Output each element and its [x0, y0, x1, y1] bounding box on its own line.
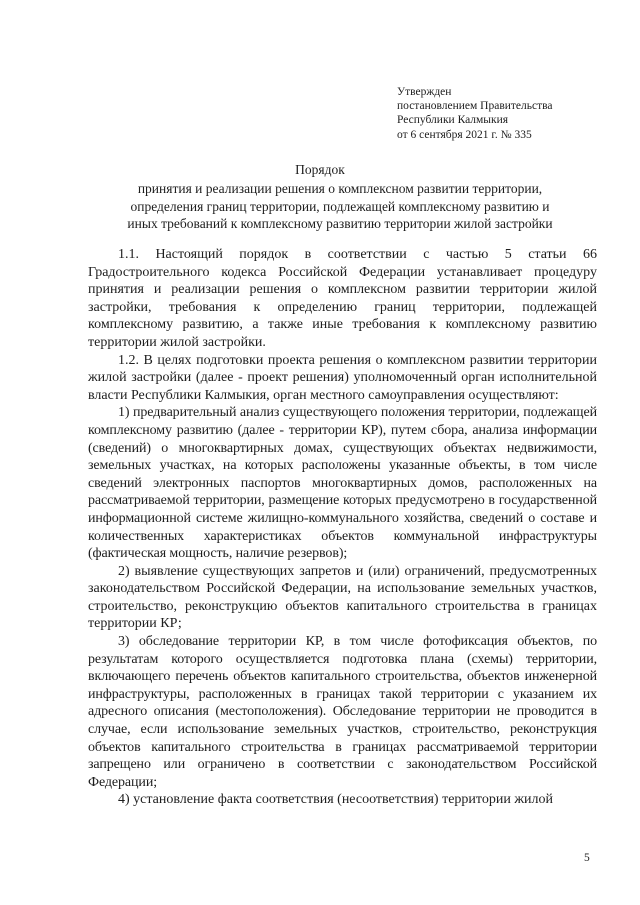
approval-line: Республики Калмыкия: [397, 114, 509, 127]
paragraph: 2) выявление существующих запретов и (или) ограничений, предусмотренных законодательством Российской Федерации, на использование земельных участков, строительство, реконструкцию объектов капитального строительства в границах территории КР;: [88, 563, 597, 632]
paragraph: 1) предварительный анализ существующего положения территории, подлежащей комплексному развитию (далее - территории КР), путем сбора, анализа информации (сведений) о многоквартирных домах, существующих объектах недвижимости, земельных участках, на которых расположены указанные объекты, в том числе сведений электронных паспортов многоквартирных домов, расположенных на рассматриваемой территории, размещение которых предусмотрено в государственной информационной системе жилищно-коммунального хозяйства, сведений о составе и количественных характеристиках объектов коммунальной инфраструктуры (фактическая мощность, наличие резервов);: [88, 405, 597, 562]
document-title: Порядок: [295, 162, 345, 177]
approval-stamp: [397, 85, 553, 142]
approval-line: Утвержден: [397, 86, 452, 98]
approval-line: от 6 сентября 2021 г. № 335: [397, 128, 532, 141]
subtitle-line: иных требований к комплексному развитию территории жилой застройки: [127, 216, 553, 231]
subtitle-line: определения границ территории, подлежащей комплексному развитию и: [130, 198, 550, 214]
paragraph: 1.1. Настоящий порядок в соответствии с частью 5 статьи 66 Градостроительного кодекса Российской Федерации устанавливает процедуру принятия и реализации решения о комплексном развитии территории жилой застройки, требования к определению границ территории, подлежащей комплексному развитию, а также иные требования к комплексному развитию территории жилой застройки.: [88, 247, 597, 350]
paragraph: 4) установление факта соответствия (несоответствия) территории жилой: [118, 792, 553, 808]
subtitle-line: принятия и реализации решения о комплексном развитии территории,: [137, 181, 543, 196]
paragraph: 3) обследование территории КР, в том числе фотофиксация объектов, по результатам которого осуществляется подготовка плана (схемы) территории, включающего перечень объектов капитального строительства, объектов инженерной инфраструктуры, расположенных в границах такой территории с указанием их адресного описания (местоположения). Обследование территории не проводится в случае, если использование земельных участков, строительство, реконструкция объектов капитального строительства в границах рассматриваемой территории запрещено или ограничено в соответствии с законодательством Российской Федерации;: [88, 634, 597, 790]
paragraph: 1.2. В целях подготовки проекта решения о комплексном развитии территории жилой застройки (далее - проект решения) уполномоченный орган исполнительной власти Республики Калмыкия, орган местного самоуправления осуществляют:: [88, 352, 597, 403]
page-number: 5: [584, 852, 590, 864]
approval-line: постановлением Правительства: [397, 100, 553, 113]
document-subtitle: [83, 180, 597, 233]
document-body: [88, 246, 597, 809]
